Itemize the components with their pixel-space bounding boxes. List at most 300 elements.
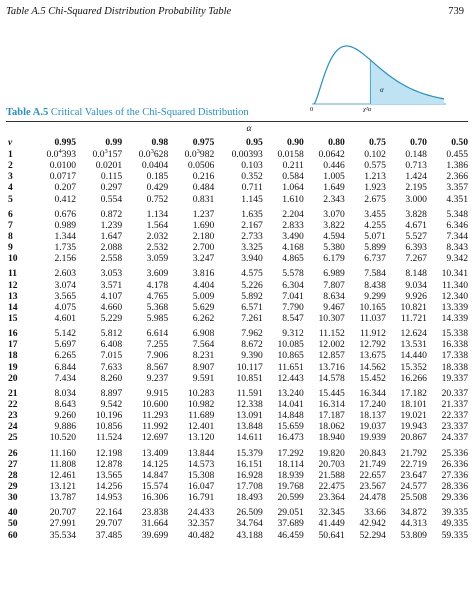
critical-value-cell — [30, 149, 76, 160]
critical-value-cell: 0.575 — [364, 160, 386, 172]
critical-value-cell: 4.671 — [405, 219, 427, 231]
critical-value-cell: 0.484 — [192, 182, 215, 194]
critical-value-cell: 2.195 — [405, 182, 427, 194]
critical-value-cell: 6.265 — [54, 350, 77, 362]
critical-value-cell: 12.624 — [400, 328, 427, 340]
critical-value-cell: 17.187 — [318, 410, 345, 422]
critical-value-cell: 1.647 — [100, 231, 123, 243]
table-row — [6, 481, 468, 492]
critical-value-cell: 15.659 — [277, 421, 304, 433]
critical-value-cell: 16.791 — [187, 492, 215, 504]
critical-value-cell: 17.292 — [277, 447, 304, 459]
critical-value-cell: 21.337 — [441, 399, 468, 411]
critical-value-cell: 13.565 — [95, 469, 123, 481]
critical-value-cell: 0.207 — [54, 182, 77, 194]
critical-value-cell: 40.482 — [187, 529, 215, 541]
critical-value-cell: 4.178 — [146, 279, 169, 291]
critical-value-cell: 28.336 — [441, 481, 468, 492]
critical-value-cell — [122, 149, 168, 160]
degrees-of-freedom: 18 — [8, 350, 18, 362]
critical-value-cell: 16.338 — [441, 339, 468, 351]
critical-value-cell: 5.071 — [364, 231, 386, 243]
critical-value-cell: 13.339 — [441, 301, 468, 313]
critical-value-cell: 52.294 — [359, 529, 386, 541]
critical-value-cell: 5.348 — [446, 208, 468, 220]
degrees-of-freedom: 2 — [8, 160, 13, 172]
value-digits: 393 — [61, 149, 77, 161]
critical-value-cell: 7.344 — [446, 231, 468, 243]
table-row — [6, 410, 468, 421]
critical-value-cell: 3.059 — [146, 253, 169, 265]
critical-value-cell: 5.578 — [282, 268, 304, 280]
critical-value-cell: 1.424 — [405, 171, 427, 183]
critical-value-cell: 1.564 — [146, 219, 169, 231]
column-header-alpha: 0.975 — [192, 136, 215, 148]
critical-value-cell: 7.015 — [100, 350, 123, 362]
critical-value-cell: 44.313 — [400, 518, 427, 530]
critical-value-cell: 8.567 — [146, 361, 169, 373]
critical-value-cell: 24.433 — [187, 507, 215, 519]
critical-value-cell: 1.690 — [192, 219, 215, 231]
critical-value-cell: 8.634 — [323, 290, 345, 302]
critical-value-cell: 18.114 — [277, 458, 304, 470]
table-row — [6, 268, 468, 279]
critical-value-cell: 20.843 — [359, 447, 386, 459]
critical-value-cell: 2.833 — [282, 219, 304, 231]
critical-value-cell: 0.0717 — [49, 171, 77, 183]
column-header-alpha: 0.50 — [451, 136, 468, 148]
critical-value-cell: 7.041 — [282, 290, 304, 302]
critical-value-cell: 11.912 — [359, 328, 386, 340]
critical-value-cell: 18.940 — [318, 432, 345, 444]
critical-value-cell: 26.509 — [236, 507, 263, 519]
critical-value-cell: 8.438 — [364, 279, 386, 291]
critical-value-cell: 3.053 — [100, 268, 123, 280]
critical-value-cell: 12.338 — [236, 399, 263, 411]
critical-value-cell: 1.005 — [323, 171, 345, 183]
table-row — [6, 373, 468, 384]
table-row — [6, 231, 468, 242]
table-row — [6, 194, 468, 205]
critical-value-cell: 9.312 — [282, 328, 304, 340]
critical-value-cell: 19.943 — [400, 421, 427, 433]
critical-value-cell: 59.335 — [441, 529, 468, 541]
critical-value-cell: 0.216 — [192, 171, 215, 183]
critical-value-cell: 21.588 — [318, 469, 345, 481]
critical-value-cell: 5.229 — [100, 313, 123, 325]
critical-value-cell: 10.341 — [441, 268, 468, 280]
critical-value-cell: 16.266 — [400, 372, 427, 384]
degrees-of-freedom: 21 — [8, 387, 18, 399]
critical-value-cell: 17.708 — [236, 481, 263, 492]
critical-value-cell: 13.787 — [49, 492, 77, 504]
critical-value-cell: 4.765 — [146, 290, 169, 302]
critical-value-cell: 0.0642 — [318, 149, 345, 161]
v-header: v — [8, 136, 13, 148]
critical-value-cell: 3.490 — [282, 231, 304, 243]
table-row — [6, 350, 468, 361]
critical-value-cell: 12.697 — [141, 432, 169, 444]
critical-value-cell: 10.851 — [236, 372, 263, 384]
critical-value-cell: 8.643 — [54, 399, 77, 411]
critical-value-cell: 3.455 — [364, 208, 386, 220]
critical-value-cell: 18.338 — [441, 361, 468, 373]
critical-value-cell: 6.393 — [405, 242, 427, 254]
critical-value-cell: 4.404 — [192, 279, 215, 291]
critical-value-cell: 33.66 — [364, 507, 386, 519]
critical-value-cell: 8.260 — [100, 372, 123, 384]
value-lead: 0.0 — [92, 149, 105, 161]
critical-value-cell: 3.940 — [241, 253, 263, 265]
critical-value-cell: 13.091 — [236, 410, 263, 422]
critical-value-cell: 7.267 — [405, 253, 427, 265]
critical-value-cell: 6.346 — [446, 219, 468, 231]
value-zero-count: 3 — [196, 147, 200, 155]
critical-value-cell: 6.614 — [146, 328, 169, 340]
column-header-alpha: 0.70 — [410, 136, 427, 148]
table-row — [6, 518, 468, 529]
critical-value-cell: 0.352 — [241, 171, 263, 183]
critical-value-cell: 9.542 — [100, 399, 123, 411]
critical-value-cell: 3.828 — [405, 208, 427, 220]
column-header-alpha: 0.95 — [246, 136, 263, 148]
critical-value-cell: 18.137 — [359, 410, 386, 422]
critical-value-cell: 8.343 — [446, 242, 468, 254]
critical-value-cell: 8.231 — [192, 350, 215, 362]
critical-value-cell: 2.032 — [146, 231, 169, 243]
critical-value-cell: 11.037 — [359, 313, 386, 325]
critical-value-cell: 23.337 — [441, 421, 468, 433]
critical-value-cell: 0.115 — [100, 171, 123, 183]
critical-value-cell: 9.260 — [54, 410, 77, 422]
critical-value-cell: 23.647 — [400, 469, 427, 481]
column-header-alpha: 0.90 — [287, 136, 304, 148]
table-caption — [6, 107, 249, 118]
page-header — [6, 6, 464, 22]
critical-value-cell: 39.335 — [441, 507, 468, 519]
critical-value-cell: 7.564 — [192, 339, 215, 351]
critical-value-cell: 31.664 — [141, 518, 169, 530]
critical-value-cell: 0.872 — [100, 208, 123, 220]
column-header-alpha: 0.99 — [105, 136, 123, 148]
critical-value-cell: 4.865 — [282, 253, 304, 265]
critical-value-cell: 11.293 — [142, 410, 169, 422]
critical-value-cell: 0.676 — [54, 208, 77, 220]
critical-value-cell: 6.844 — [54, 361, 77, 373]
critical-value-cell: 21.792 — [400, 447, 427, 459]
critical-value-cell: 24.478 — [359, 492, 386, 504]
critical-value-cell: 0.0506 — [187, 160, 215, 172]
critical-value-cell: 3.070 — [323, 208, 345, 220]
critical-value-cell: 19.021 — [400, 410, 427, 422]
figure-chi-label: χ²α — [363, 106, 372, 112]
degrees-of-freedom: 22 — [8, 399, 18, 411]
critical-value-cell: 22.719 — [400, 458, 427, 470]
critical-value-cell: 14.573 — [187, 458, 215, 470]
table-row — [6, 470, 468, 481]
table-row — [6, 530, 468, 541]
table-row — [6, 242, 468, 253]
critical-value-cell: 22.164 — [95, 507, 123, 519]
critical-value-cell: 8.897 — [100, 387, 123, 399]
critical-value-cell: 7.261 — [241, 313, 263, 325]
critical-value-cell: 0.989 — [54, 219, 77, 231]
degrees-of-freedom: 28 — [8, 469, 18, 481]
critical-value-cell: 11.992 — [142, 421, 169, 433]
critical-value-cell: 20.703 — [318, 458, 345, 470]
critical-value-cell: 1.134 — [146, 208, 169, 220]
critical-value-cell: 2.204 — [282, 208, 304, 220]
critical-value-cell: 13.531 — [400, 339, 427, 351]
critical-value-cell: 20.867 — [400, 432, 427, 444]
critical-value-cell: 12.401 — [187, 421, 215, 433]
table-caption-prefix: Table A.5 — [6, 107, 49, 118]
critical-value-cell: 14.256 — [95, 481, 123, 492]
critical-value-cell: 14.847 — [141, 469, 169, 481]
critical-value-cell: 13.240 — [277, 387, 304, 399]
critical-value-cell: 2.733 — [241, 231, 263, 243]
critical-value-cell: 12.198 — [95, 447, 123, 459]
critical-value-cell: 2.700 — [192, 242, 215, 254]
value-zero-count: 3 — [150, 147, 154, 155]
degrees-of-freedom: 12 — [8, 279, 18, 291]
critical-value-cell: 9.237 — [146, 372, 169, 384]
critical-value-cell: 3.816 — [192, 268, 215, 280]
critical-value-cell: 13.409 — [141, 447, 169, 459]
critical-value-cell: 11.721 — [400, 313, 427, 325]
critical-value-cell: 2.532 — [146, 242, 169, 254]
critical-value-cell: 1.344 — [54, 231, 77, 243]
critical-value-cell: 4.351 — [446, 193, 468, 205]
table-row — [6, 448, 468, 459]
critical-value-cell: 0.831 — [192, 193, 215, 205]
critical-value-cell: 41.449 — [318, 518, 345, 530]
critical-value-cell: 11.808 — [50, 458, 77, 470]
critical-value-cell: 9.467 — [323, 301, 345, 313]
critical-value-cell: 13.848 — [236, 421, 263, 433]
critical-value-cell: 42.942 — [359, 518, 386, 530]
upper-tail-shading — [370, 61, 444, 104]
critical-value-cell: 10.600 — [141, 399, 169, 411]
critical-value-cell: 7.906 — [146, 350, 169, 362]
critical-value-cell: 15.338 — [441, 328, 468, 340]
alpha-header: α — [246, 123, 252, 134]
critical-value-cell: 14.041 — [277, 399, 304, 411]
critical-value-cell: 11.524 — [96, 432, 123, 444]
critical-value-cell: 9.342 — [446, 253, 468, 265]
degrees-of-freedom: 16 — [8, 328, 18, 340]
critical-value-cell: 0.0404 — [141, 160, 169, 172]
critical-value-cell: 2.167 — [241, 219, 263, 231]
critical-value-cell: 10.307 — [318, 313, 345, 325]
degrees-of-freedom: 10 — [8, 253, 18, 265]
critical-value-cell — [76, 149, 122, 160]
critical-value-cell: 5.899 — [364, 242, 386, 254]
critical-value-cell: 0.0158 — [277, 149, 304, 161]
critical-value-cell: 8.148 — [405, 268, 427, 280]
critical-value-cell: 32.345 — [318, 507, 345, 519]
chi-squared-table — [6, 122, 468, 541]
critical-value-cell: 3.000 — [405, 193, 427, 205]
critical-value-cell: 0.211 — [282, 160, 304, 172]
critical-value-cell: 1.649 — [323, 182, 345, 194]
table-row — [6, 280, 468, 291]
critical-value-cell: 3.822 — [323, 219, 345, 231]
critical-value-cell: 29.707 — [95, 518, 123, 530]
critical-value-cell: 32.357 — [187, 518, 215, 530]
critical-value-cell: 5.380 — [323, 242, 345, 254]
table-row — [6, 459, 468, 470]
degrees-of-freedom: 23 — [8, 410, 18, 422]
table-caption-text: Critical Values of the Chi-Squared Distribution — [48, 107, 249, 118]
critical-value-cell: 4.255 — [364, 219, 386, 231]
critical-value-cell: 19.939 — [359, 432, 386, 444]
degrees-of-freedom: 24 — [8, 421, 18, 433]
critical-value-cell: 5.142 — [54, 328, 77, 340]
critical-value-cell: 29.336 — [441, 492, 468, 504]
critical-value-cell: 37.485 — [95, 529, 123, 541]
degrees-of-freedom: 4 — [8, 182, 13, 194]
critical-value-cell: 10.117 — [236, 361, 263, 373]
critical-value-cell: 18.493 — [236, 492, 263, 504]
critical-value-cell: 3.325 — [241, 242, 263, 254]
critical-value-cell: 8.672 — [241, 339, 263, 351]
degrees-of-freedom: 50 — [8, 518, 18, 530]
degrees-of-freedom: 40 — [8, 507, 18, 519]
critical-value-cell: 23.364 — [318, 492, 345, 504]
critical-value-cell: 7.434 — [54, 372, 77, 384]
value-lead: 0.0 — [184, 149, 197, 161]
degrees-of-freedom: 25 — [8, 432, 18, 444]
critical-value-cell: 9.886 — [54, 421, 77, 433]
value-digits: 628 — [153, 149, 169, 161]
critical-value-cell: 2.675 — [364, 193, 386, 205]
column-header-alpha: 0.98 — [151, 136, 169, 148]
critical-value-cell: 22.475 — [318, 481, 345, 492]
critical-value-cell: 13.120 — [187, 432, 215, 444]
critical-value-cell: 3.609 — [146, 268, 169, 280]
critical-value-cell: 14.848 — [277, 410, 304, 422]
critical-value-cell: 6.179 — [323, 253, 345, 265]
critical-value-cell: 24.577 — [400, 481, 427, 492]
degrees-of-freedom: 1 — [8, 149, 13, 161]
degrees-of-freedom: 17 — [8, 339, 18, 351]
critical-value-cell: 16.047 — [187, 481, 215, 492]
degrees-of-freedom: 3 — [8, 171, 13, 183]
running-title: Table A.5 Chi-Squared Distribution Probability Table — [6, 6, 232, 17]
critical-value-cell: 4.601 — [54, 313, 77, 325]
critical-value-cell: 15.574 — [141, 481, 169, 492]
column-header-alpha: 0.995 — [54, 136, 77, 148]
critical-value-cell: 3.565 — [54, 290, 77, 302]
table-row — [6, 432, 468, 443]
critical-value-cell: 17.182 — [400, 387, 427, 399]
table-row — [6, 171, 468, 182]
critical-value-cell: 7.633 — [100, 361, 123, 373]
critical-value-cell: 20.599 — [277, 492, 304, 504]
critical-value-cell: 1.923 — [364, 182, 386, 194]
critical-value-cell: 37.689 — [277, 518, 304, 530]
critical-value-cell: 12.443 — [277, 372, 304, 384]
critical-value-cell: 11.340 — [441, 279, 468, 291]
critical-value-cell: 3.357 — [446, 182, 468, 194]
critical-value-cell: 2.558 — [100, 253, 123, 265]
critical-value-cell: 1.635 — [241, 208, 263, 220]
critical-value-cell: 50.641 — [318, 529, 345, 541]
critical-value-cell: 0.713 — [405, 160, 427, 172]
critical-value-cell: 0.102 — [364, 149, 386, 161]
table-row — [6, 302, 468, 313]
degrees-of-freedom: 8 — [8, 231, 13, 243]
critical-value-cell: 2.088 — [100, 242, 123, 254]
critical-value-cell: 5.985 — [146, 313, 169, 325]
critical-value-cell: 0.584 — [282, 171, 304, 183]
figure-alpha-label: α — [380, 86, 384, 94]
critical-value-cell: 4.168 — [282, 242, 304, 254]
degrees-of-freedom: 60 — [8, 529, 18, 541]
critical-value-cell: 9.915 — [146, 387, 169, 399]
critical-value-cell: 1.237 — [192, 208, 215, 220]
table-row — [6, 160, 468, 171]
critical-value-cell: 11.152 — [318, 328, 345, 340]
degrees-of-freedom: 14 — [8, 301, 18, 313]
critical-value-cell: 16.151 — [236, 458, 263, 470]
critical-value-cell: 20.337 — [441, 387, 468, 399]
critical-value-cell: 10.283 — [187, 387, 215, 399]
critical-value-cell: 18.101 — [400, 399, 427, 411]
critical-value-cell: 10.520 — [49, 432, 77, 444]
critical-value-cell: 8.034 — [54, 387, 77, 399]
critical-value-cell: 7.807 — [323, 279, 345, 291]
critical-value-cell: 14.953 — [95, 492, 123, 504]
critical-value-cell: 6.737 — [364, 253, 386, 265]
critical-value-cell: 2.343 — [323, 193, 345, 205]
critical-value-cell: 34.872 — [400, 507, 427, 519]
critical-value-cell: 24.337 — [441, 432, 468, 444]
critical-value-cell: 9.591 — [192, 372, 215, 384]
critical-value-cell: 7.255 — [146, 339, 169, 351]
critical-value-cell: 0.00393 — [231, 149, 263, 161]
critical-value-cell: 7.790 — [282, 301, 304, 313]
critical-value-cell: 25.508 — [400, 492, 427, 504]
critical-value-cell: 0.711 — [241, 182, 263, 194]
critical-value-cell: 4.107 — [100, 290, 123, 302]
critical-value-cell: 5.812 — [100, 328, 123, 340]
critical-value-cell: 53.809 — [400, 529, 427, 541]
table-row — [6, 149, 468, 160]
critical-value-cell: 15.445 — [318, 387, 345, 399]
value-digits: 157 — [107, 149, 123, 161]
critical-value-cell: 12.878 — [95, 458, 123, 470]
critical-value-cell: 5.226 — [241, 279, 263, 291]
critical-value-cell: 23.567 — [359, 481, 386, 492]
critical-value-cell: 6.908 — [192, 328, 215, 340]
critical-value-cell: 1.735 — [54, 242, 77, 254]
critical-value-cell: 1.213 — [364, 171, 386, 183]
critical-value-cell: 16.928 — [236, 469, 263, 481]
critical-value-cell: 14.611 — [236, 432, 263, 444]
critical-value-cell: 17.240 — [359, 399, 386, 411]
critical-value-cell: 0.148 — [405, 149, 427, 161]
critical-value-cell: 14.562 — [359, 361, 386, 373]
critical-value-cell: 26.336 — [441, 458, 468, 470]
critical-value-cell: 6.262 — [192, 313, 215, 325]
critical-value-cell: 9.034 — [405, 279, 427, 291]
critical-value-cell: 0.752 — [146, 193, 169, 205]
critical-value-cell: 9.390 — [241, 350, 263, 362]
critical-value-cell: 11.591 — [236, 387, 263, 399]
critical-value-cell: 5.892 — [241, 290, 263, 302]
